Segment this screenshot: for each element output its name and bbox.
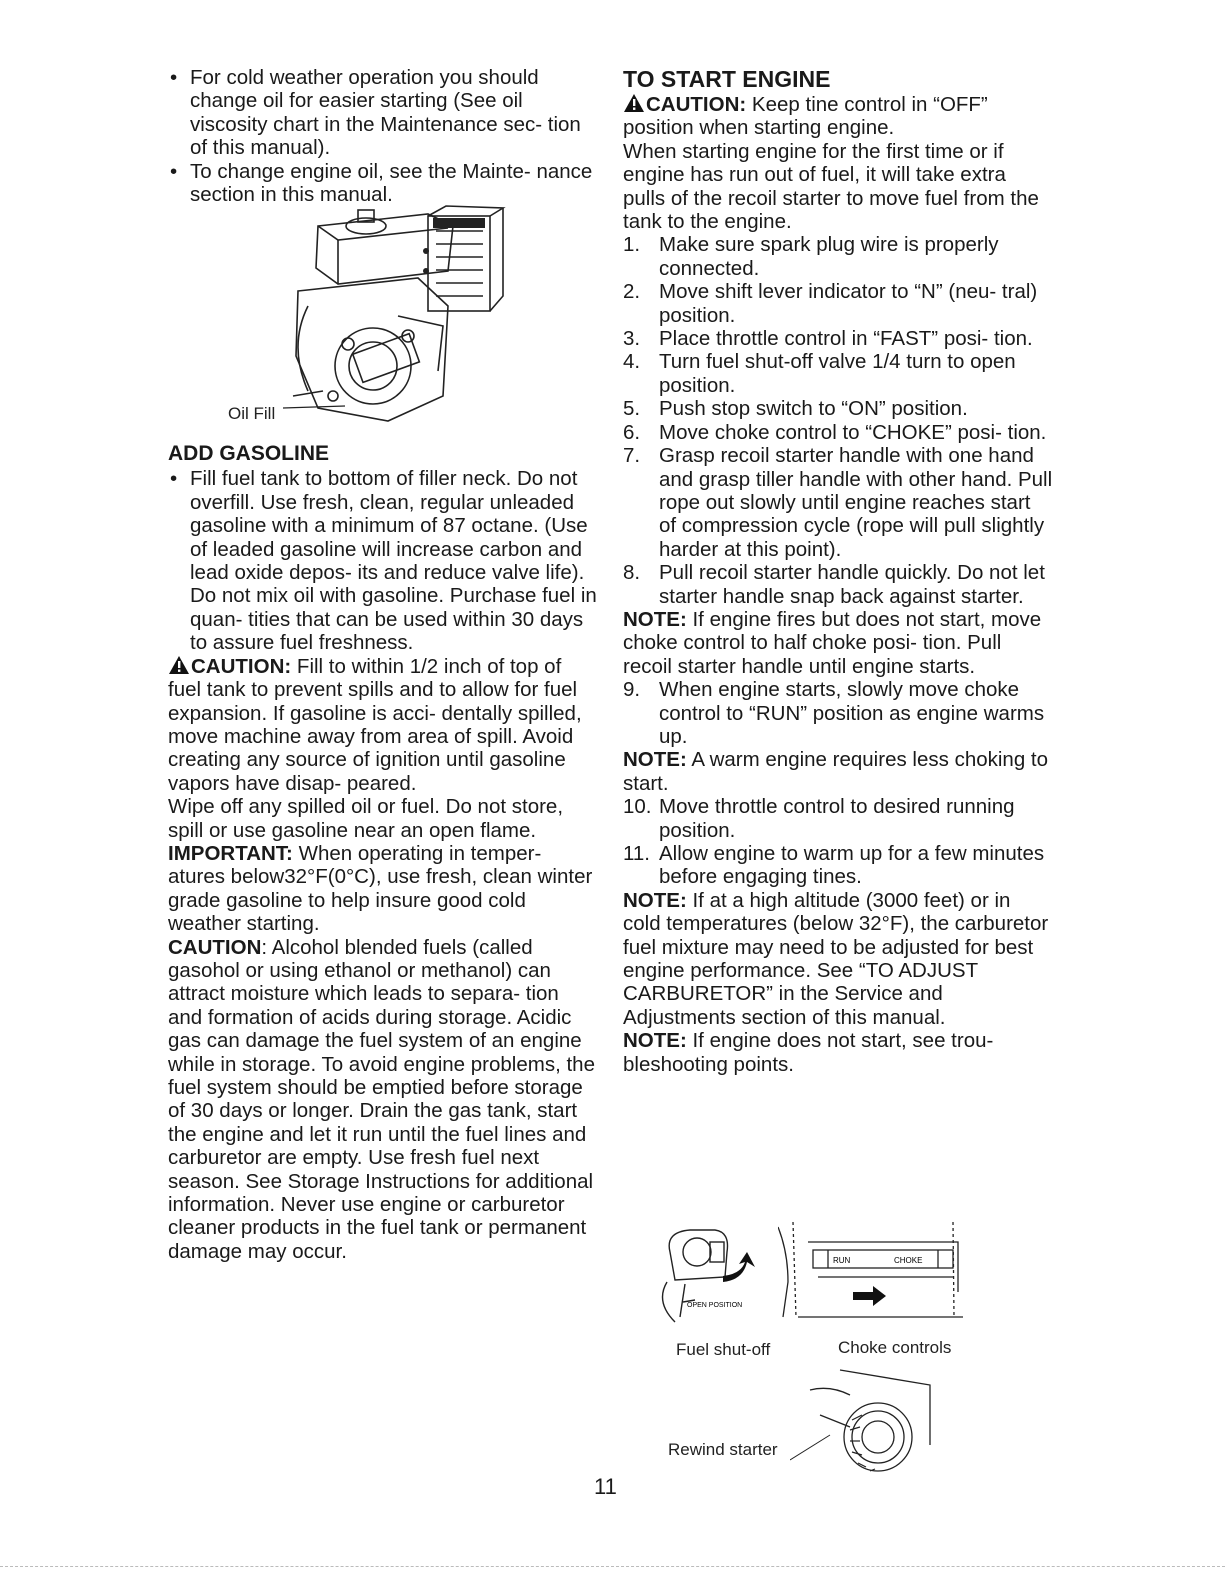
add-gasoline-heading: ADD GASOLINE (168, 442, 330, 466)
step-text: Move shift lever indicator to “N” (neu- tral) position. (659, 280, 1038, 327)
caution-label: CAUTION (168, 935, 262, 959)
list-item (623, 280, 1053, 327)
step-text: Move choke control to “CHOKE” posi- tion. (659, 420, 1047, 444)
step-text: Place throttle control in “FAST” posi- tion. (659, 327, 1033, 351)
start-engine-heading: TO START ENGINE (623, 66, 831, 92)
list-item (623, 561, 1053, 608)
rewind-starter-caption: Rewind starter (668, 1440, 778, 1459)
warning-triangle-icon (623, 93, 645, 113)
caution-label: CAUTION: (646, 93, 747, 116)
note-label: NOTE: (623, 888, 687, 912)
steps-list-a (623, 233, 1053, 608)
step-text: Push stop switch to “ON” position. (659, 397, 968, 421)
step-text: Allow engine to warm up for a few minutes before engaging tines. (659, 842, 1045, 889)
intro-paragraph: When starting engine for the first time or if engine has run out of fuel, it will take extra pulls of the recoil starter to move fuel from the tank to the engine. (623, 139, 1039, 234)
list-item: • To change engine oil, see the Mainte- nance section in this manual. (168, 160, 598, 207)
important-label: IMPORTANT: (168, 841, 293, 865)
step-text: Grasp recoil starter handle with one hand and grasp tiller handle with other hand. Pull rope out slowly until engine reaches start of compression cycle (rope will pull slightly harder at this point). (659, 444, 1053, 561)
oil-fill-pointer (283, 396, 353, 416)
step-text: Turn fuel shut-off valve 1/4 turn to open position. (659, 350, 1016, 397)
right-arrow-icon (853, 1286, 886, 1306)
list-item (623, 327, 1053, 350)
caution-paragraph-start (623, 93, 1053, 140)
step-text: Pull recoil starter handle quickly. Do not let starter handle snap back against starter. (659, 561, 1045, 608)
important-text: When operating in temper- atures below32°F(0°C), use fresh, clean winter grade gasoline to help insure good cold weather starting. (168, 841, 593, 936)
caution-paragraph-fuel (168, 655, 598, 795)
alcohol-caution-paragraph (168, 936, 598, 1264)
wipe-paragraph: Wipe off any spilled oil or fuel. Do not store, spill or use gasoline near an open flame. (168, 795, 564, 842)
note-text: A warm engine requires less choking to start. (623, 748, 1049, 795)
step-number: 6. (623, 420, 641, 444)
steps-list-nine (623, 678, 1053, 748)
right-column (623, 66, 1053, 1076)
step-number: 8. (623, 561, 641, 585)
caution-text: Fill to within 1/2 inch of top of fuel tank to prevent spills and to allow for fuel expansion. If gasoline is acci- dentally spilled, move machine away from area of spill. Avoid creating any source of ignition until gasoline vapors have disap- peared. (168, 654, 582, 795)
warning-triangle-icon (168, 655, 190, 675)
page-number: 11 (594, 1474, 617, 1499)
list-item (623, 842, 1053, 889)
list-item (623, 350, 1053, 397)
note-paragraph (623, 889, 1053, 1029)
oil-fill-label: Oil Fill (228, 404, 276, 424)
note-text: If engine does not start, see trou- bleshooting points. (623, 1029, 994, 1076)
note-text: If at a high altitude (3000 feet) or in cold temperatures (below 32°F), the carburetor fuel mixture may need to be adjusted for best engine performance. See “TO ADJUST CARBURETOR” in the Service and Adjustments section of this manual. (623, 888, 1049, 1029)
choke-label: CHOKE (894, 1256, 923, 1265)
step-number: 3. (623, 327, 641, 351)
step-number: 4. (623, 350, 641, 374)
list-item (623, 795, 1053, 842)
list-item (623, 233, 1053, 280)
step-number: 2. (623, 280, 641, 304)
list-item (623, 678, 1053, 748)
important-paragraph (168, 842, 598, 936)
choke-controls-illustration (778, 1222, 968, 1327)
note-label: NOTE: (623, 748, 687, 772)
list-item: • For cold weather operation you should change oil for easier starting (See oil viscosity chart in the Maintenance sec- tion of this manual). (168, 66, 598, 160)
list-item (623, 421, 1053, 444)
step-number: 11. (623, 842, 650, 865)
step-text: When engine starts, slowly move choke control to “RUN” position as engine warms up. (659, 678, 1045, 748)
fuel-shutoff-caption: Fuel shut-off (676, 1340, 771, 1359)
list-item (623, 397, 1053, 420)
choke-controls-caption: Choke controls (838, 1338, 952, 1357)
gasoline-bullet-list (168, 467, 598, 654)
note-paragraph (623, 1029, 1053, 1076)
left-column (168, 66, 598, 1263)
caution-label: CAUTION: (191, 654, 292, 678)
open-position-label: OPEN POSITION (687, 1302, 743, 1309)
engine-figure-area (168, 206, 598, 441)
note-text: If engine fires but does not start, move choke control to half choke posi- tion. Pull recoil starter handle until engine starts. (623, 607, 1042, 678)
rotate-arrow-icon (723, 1252, 755, 1282)
steps-list-b (623, 795, 1053, 889)
caution-text: : Alcohol blended fuels (called gasohol or using ethanol or methanol) can attract moisture which leads to separa- tion and formation of acids during storage. Acidic gas can damage the fuel system of an engine while in storage. To avoid engine problems, the fuel system should be emptied before storage of 30 days or longer. Drain the gas tank, start the engine and let it run until the fuel lines and carburetor are empty. Use fresh fuel next season. See Storage Instructions for additional information. Never use engine or carburetor cleaner products in the fuel tank or permanent damage may occur. (168, 935, 595, 1263)
top-bullet-list (168, 66, 598, 206)
page-footer-divider (0, 1566, 1225, 1567)
step-text: Make sure spark plug wire is properly connected. (659, 233, 999, 280)
note-label: NOTE: (623, 1029, 687, 1053)
rewind-starter-illustration (790, 1365, 940, 1480)
list-item (623, 444, 1053, 561)
note-label: NOTE: (623, 607, 687, 631)
run-label: RUN (833, 1256, 851, 1265)
caution-text: Keep tine control in “OFF” position when starting engine. (623, 93, 988, 140)
step-number: 10. (623, 795, 652, 819)
note-paragraph (623, 608, 1053, 678)
step-number: 5. (623, 397, 641, 421)
fuel-shutoff-illustration (655, 1222, 775, 1334)
step-number: 1. (623, 233, 641, 257)
note-paragraph (623, 748, 1053, 795)
step-number: 9. (623, 678, 641, 702)
step-number: 7. (623, 444, 641, 468)
list-item: • Fill fuel tank to bottom of filler neck. Do not overfill. Use fresh, clean, regular unleaded gasoline with a minimum of 87 octane. (Use of leaded gasoline will increase carbon and lead oxide depos- its and reduce valve life). Do not mix oil with gasoline. Purchase fuel in quan- tities that can be used within 30 days to assure fuel freshness. (168, 467, 598, 654)
step-text: Move throttle control to desired running position. (659, 795, 1015, 842)
